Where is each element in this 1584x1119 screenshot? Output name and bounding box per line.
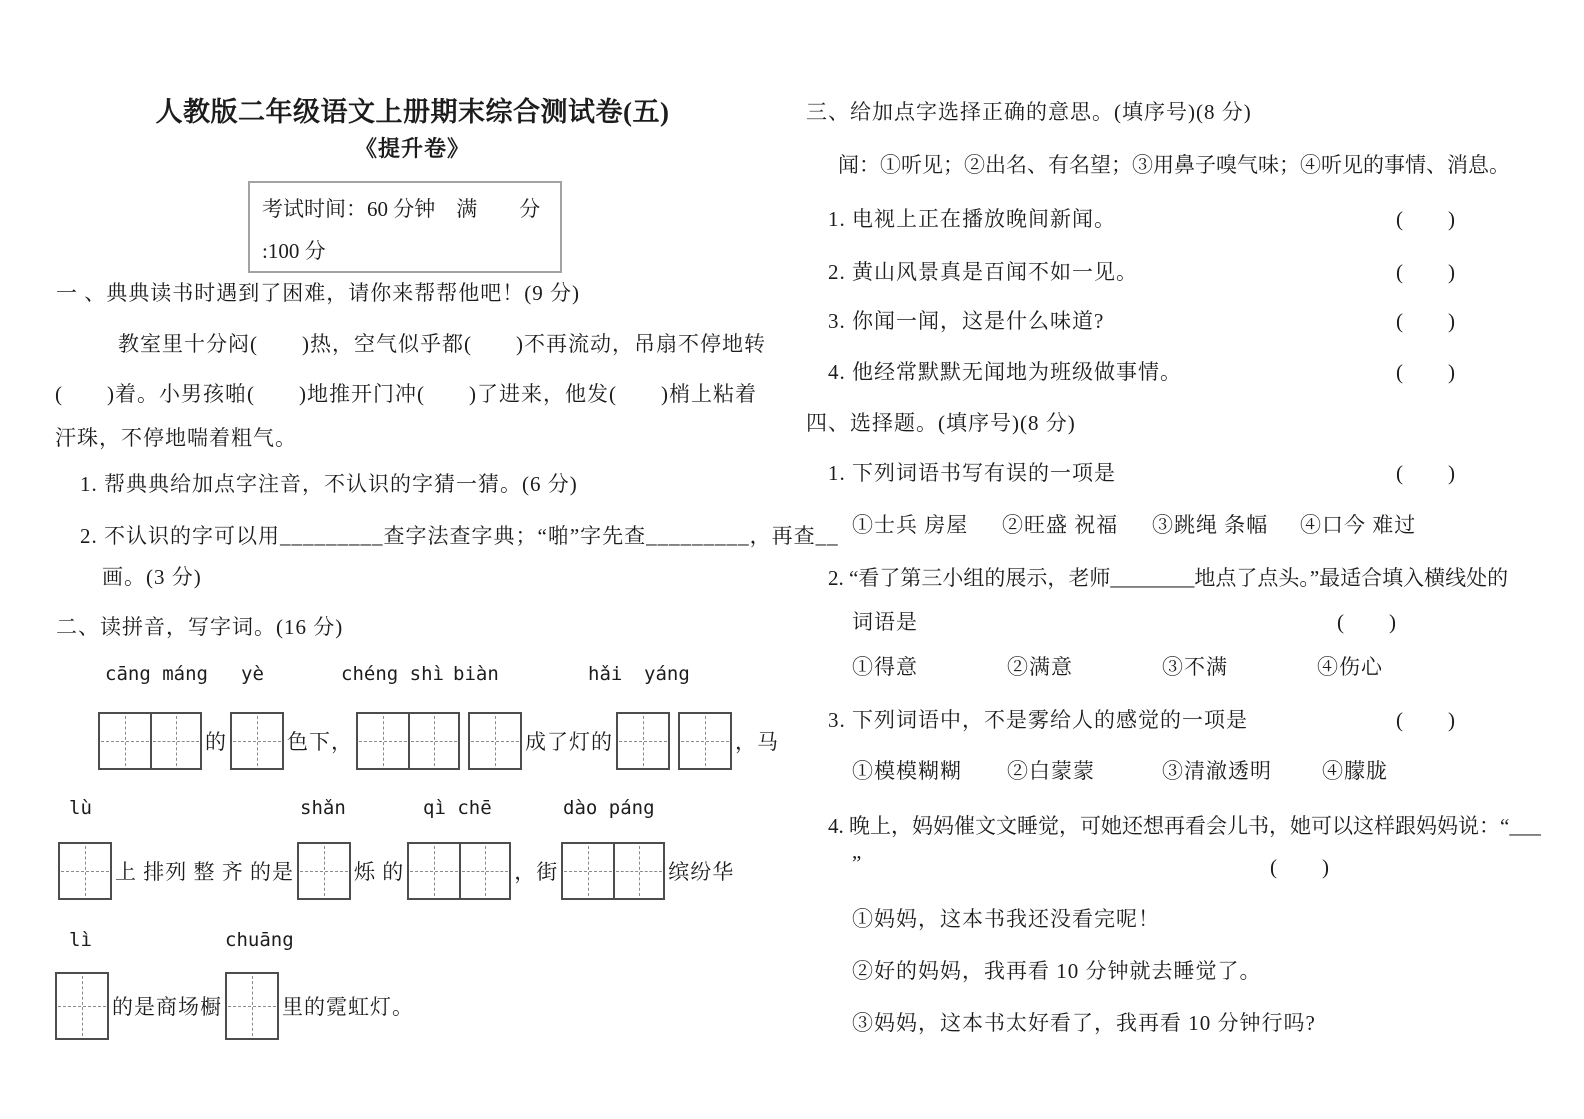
option-item: ④口今 难过 bbox=[1300, 513, 1417, 537]
writing-grid-1cell bbox=[230, 712, 284, 770]
question-text: 4. 晚上，妈妈催文文睡觉，可她还想再看会儿书，她可以这样跟妈妈说：“___ bbox=[828, 814, 1541, 838]
grid-cell bbox=[232, 714, 282, 768]
inline-text: 烁 的 bbox=[354, 860, 405, 884]
question-row bbox=[852, 851, 1330, 881]
passage-line-1: 教室里十分闷( )热，空气似乎都( )不再流动，吊扇不停地转 bbox=[118, 332, 766, 356]
inline-text: 色下， bbox=[287, 730, 353, 754]
answer-bracket: ( ) bbox=[1337, 610, 1397, 634]
inline-text: 成了灯的 bbox=[525, 730, 613, 754]
section-three-heading: 三、给加点字选择正确的意思。(填序号)(8 分) bbox=[806, 100, 1252, 124]
option-item: ③妈妈，这本书太好看了，我再看 10 分钟行吗? bbox=[852, 1011, 1316, 1035]
wen-definition-line: 闻：①听见；②出名、有名望；③用鼻子嗅气味；④听见的事情、消息。 bbox=[838, 153, 1510, 177]
grid-cell bbox=[613, 844, 663, 898]
pinyin-label: chuāng bbox=[225, 929, 294, 951]
option-item: ①妈妈，这本书我还没看完呢！ bbox=[852, 907, 1160, 931]
question-row bbox=[828, 457, 1456, 487]
section-one-heading: 一 、典典读书时遇到了困难，请你来帮帮他吧！(9 分) bbox=[56, 281, 580, 305]
option-item: ①模模糊糊 bbox=[852, 759, 962, 783]
option-item: ②白蒙蒙 bbox=[1007, 759, 1095, 783]
question-text: 2. 黄山风景真是百闻不如一见。 bbox=[828, 260, 1138, 284]
option-item: ③清澈透明 bbox=[1162, 759, 1272, 783]
pinyin-label: lì bbox=[69, 929, 92, 951]
question-row bbox=[828, 256, 1456, 286]
question-text: 2. “看了第三小组的展示，老师________地点了点头。”最适合填入横线处的 bbox=[828, 566, 1509, 590]
question-text: 3. 你闻一闻，这是什么味道? bbox=[828, 309, 1105, 333]
option-item: ④朦胧 bbox=[1322, 759, 1388, 783]
writing-row-3 bbox=[55, 972, 417, 1040]
option-item: ④伤心 bbox=[1317, 655, 1383, 679]
options-row bbox=[852, 651, 1383, 681]
answer-bracket: ( ) bbox=[1270, 855, 1330, 879]
inline-text: 里的霓虹灯。 bbox=[282, 995, 414, 1019]
options-row bbox=[852, 509, 1416, 539]
pinyin-label: biàn bbox=[453, 663, 499, 685]
writing-row-1 bbox=[98, 712, 782, 770]
grid-cell bbox=[60, 844, 110, 898]
page-subtitle: 《提升卷》 bbox=[354, 136, 470, 161]
pinyin-label: chéng shì bbox=[341, 663, 444, 685]
writing-grid-2cell bbox=[407, 842, 511, 900]
inline-text: 上 排列 整 齐 的是 bbox=[115, 860, 294, 884]
options-row bbox=[852, 755, 1388, 785]
inline-text: 的 bbox=[205, 730, 227, 754]
writing-grid-1cell bbox=[468, 712, 522, 770]
exam-score-line: :100 分 bbox=[262, 239, 326, 263]
exam-info-box bbox=[248, 181, 562, 273]
grid-cell bbox=[618, 714, 668, 768]
section-one-item-2-line-2: 画。(3 分) bbox=[102, 565, 202, 589]
writing-grid-1cell bbox=[225, 972, 279, 1040]
question-text: 4. 他经常默默无闻地为班级做事情。 bbox=[828, 360, 1182, 384]
passage-line-2: ( )着。小男孩啪( )地推开门冲( )了进来，他发( )梢上粘着 bbox=[55, 382, 757, 406]
answer-bracket: ( ) bbox=[1396, 207, 1456, 231]
inline-text: 的是商场橱 bbox=[112, 995, 222, 1019]
option-item: ②满意 bbox=[1007, 655, 1073, 679]
inline-text: ，马 bbox=[735, 730, 779, 754]
question-row bbox=[828, 305, 1456, 335]
writing-grid-1cell bbox=[616, 712, 670, 770]
pinyin-row-1 bbox=[55, 663, 770, 689]
grid-cell bbox=[408, 714, 458, 768]
grid-cell bbox=[100, 714, 150, 768]
pinyin-label: dào páng bbox=[563, 797, 655, 819]
question-text: 1. 下列词语书写有误的一项是 bbox=[828, 461, 1116, 485]
question-row bbox=[828, 203, 1456, 233]
option-item: ③跳绳 条幅 bbox=[1152, 513, 1269, 537]
pinyin-label: hǎi bbox=[588, 663, 623, 685]
pinyin-row-2 bbox=[55, 797, 770, 823]
writing-grid-1cell bbox=[55, 972, 109, 1040]
writing-row-2 bbox=[58, 842, 737, 900]
pinyin-label: shǎn bbox=[300, 797, 346, 819]
question-text: 词语是 bbox=[852, 610, 918, 634]
grid-cell bbox=[470, 714, 520, 768]
pinyin-label: lù bbox=[69, 797, 92, 819]
grid-cell bbox=[57, 974, 107, 1038]
question-row bbox=[828, 704, 1456, 734]
answer-bracket: ( ) bbox=[1396, 309, 1456, 333]
section-four-heading: 四、选择题。(填序号)(8 分) bbox=[806, 411, 1076, 435]
writing-grid-2cell bbox=[561, 842, 665, 900]
grid-cell bbox=[563, 844, 613, 898]
grid-cell bbox=[227, 974, 277, 1038]
grid-cell bbox=[150, 714, 200, 768]
page-title: 人教版二年级语文上册期末综合测试卷(五) bbox=[155, 97, 670, 127]
pinyin-label: qì chē bbox=[423, 797, 492, 819]
answer-bracket: ( ) bbox=[1396, 360, 1456, 384]
question-text: 3. 下列词语中，不是雾给人的感觉的一项是 bbox=[828, 708, 1248, 732]
section-one-item-1: 1. 帮典典给加点字注音，不认识的字猜一猜。(6 分) bbox=[80, 472, 578, 496]
option-item: ②好的妈妈，我再看 10 分钟就去睡觉了。 bbox=[852, 959, 1262, 983]
option-item: ①得意 bbox=[852, 655, 918, 679]
answer-bracket: ( ) bbox=[1396, 461, 1456, 485]
section-one-item-2-line-1: 2. 不认识的字可以用_________查字法查字典；“啪”字先查_________，再查__ bbox=[80, 524, 839, 548]
pinyin-label: yáng bbox=[644, 663, 690, 685]
inline-text: 缤纷华 bbox=[668, 860, 735, 884]
grid-cell bbox=[680, 714, 730, 768]
answer-bracket: ( ) bbox=[1396, 260, 1456, 284]
exam-time-line: 考试时间：60 分钟 满 分 bbox=[262, 197, 541, 221]
grid-cell bbox=[459, 844, 509, 898]
pinyin-label: yè bbox=[241, 663, 264, 685]
writing-grid-1cell bbox=[297, 842, 351, 900]
writing-grid-1cell bbox=[58, 842, 112, 900]
question-text: 1. 电视上正在播放晚间新闻。 bbox=[828, 207, 1116, 231]
writing-grid-2cell bbox=[356, 712, 460, 770]
grid-cell bbox=[409, 844, 459, 898]
passage-line-3: 汗珠，不停地喘着粗气。 bbox=[55, 426, 297, 450]
option-item: ③不满 bbox=[1162, 655, 1228, 679]
grid-cell bbox=[299, 844, 349, 898]
writing-grid-1cell bbox=[678, 712, 732, 770]
inline-text: ，街 bbox=[514, 860, 559, 884]
question-text: ” bbox=[852, 851, 863, 875]
pinyin-row-3 bbox=[55, 929, 770, 955]
answer-bracket: ( ) bbox=[1396, 708, 1456, 732]
pinyin-label: cāng máng bbox=[105, 663, 208, 685]
grid-cell bbox=[358, 714, 408, 768]
question-row bbox=[852, 606, 1397, 636]
section-two-heading: 二、读拼音，写字词。(16 分) bbox=[56, 615, 344, 639]
question-row bbox=[828, 356, 1456, 386]
option-item: ①士兵 房屋 bbox=[852, 513, 969, 537]
writing-grid-2cell bbox=[98, 712, 202, 770]
option-item: ②旺盛 祝福 bbox=[1002, 513, 1119, 537]
